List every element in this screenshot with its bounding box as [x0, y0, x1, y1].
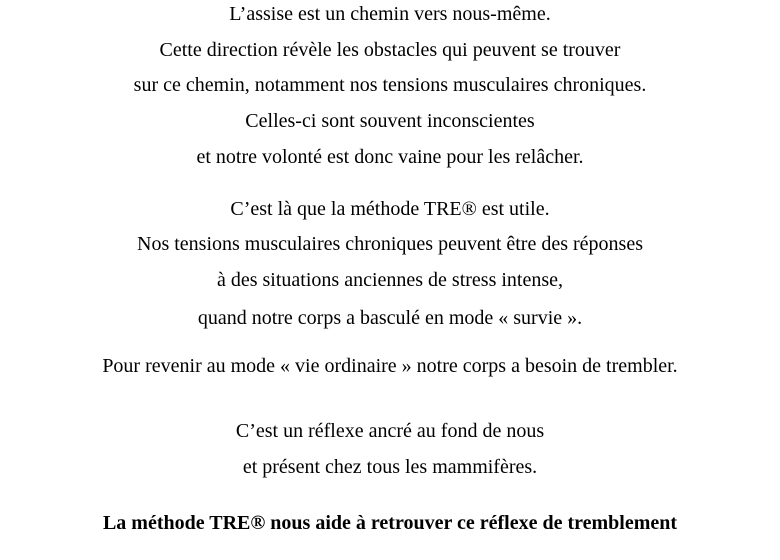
paragraph-1-line-2: Cette direction révèle les obstacles qui peuvent se trouver	[159, 39, 621, 61]
paragraph-3-line-3: et présent chez tous les mammifères.	[242, 456, 538, 478]
paragraph-1-line-3: sur ce chemin, notamment nos tensions musculaires chroniques.	[133, 74, 647, 96]
paragraph-2-line-4: quand notre corps a basculé en mode « survie ».	[197, 307, 583, 329]
paragraph-2-line-2: Nos tensions musculaires chroniques peuvent être des réponses	[137, 233, 643, 255]
closing-bold-statement: La méthode TRE® nous aide à retrouver ce réflexe de tremblement	[102, 512, 678, 534]
paragraph-1-line-4: Celles-ci sont souvent inconscientes	[245, 110, 535, 132]
paragraph-1-line-1: L’assise est un chemin vers nous-même.	[229, 3, 551, 25]
paragraph-2-line-3: à des situations anciennes de stress intense,	[216, 269, 564, 291]
paragraph-3-line-1: Pour revenir au mode « vie ordinaire » notre corps a besoin de trembler.	[102, 355, 678, 377]
paragraph-1-line-5: et notre volonté est donc vaine pour les relâcher.	[196, 146, 584, 168]
paragraph-3-line-2: C’est un réflexe ancré au fond de nous	[235, 420, 545, 442]
paragraph-2-line-1: C’est là que la méthode TRE® est utile.	[230, 198, 550, 220]
